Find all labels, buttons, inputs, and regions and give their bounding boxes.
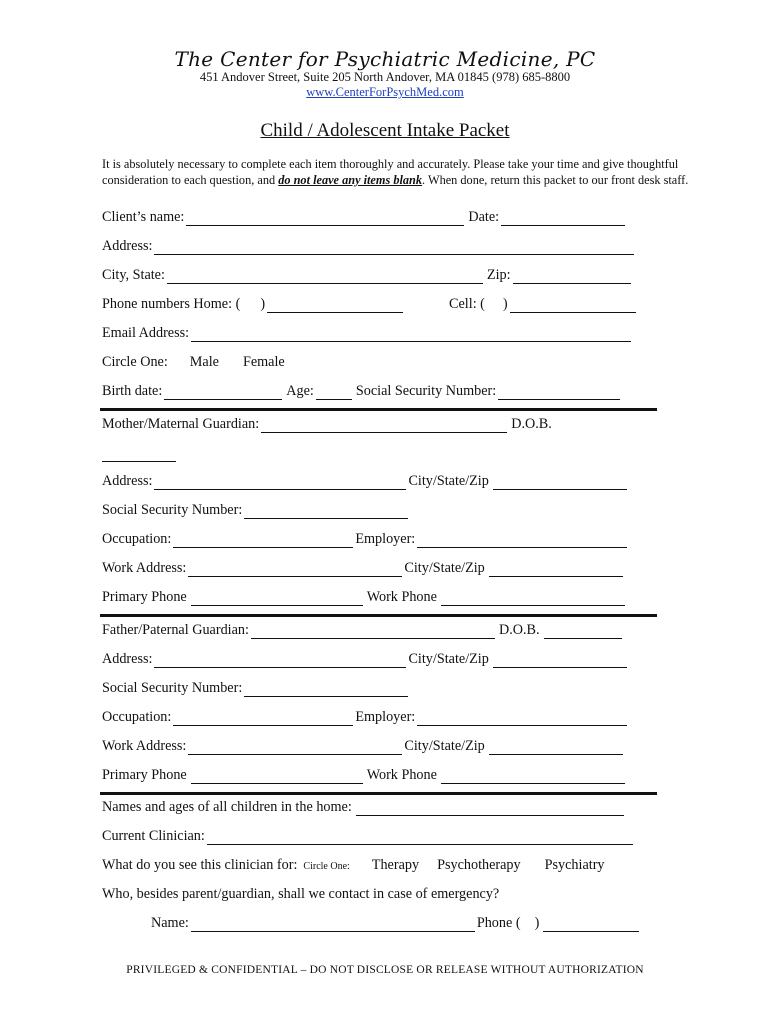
mother-primary-phone-label: Primary Phone (102, 589, 187, 605)
mother-work-phone-label: Work Phone (366, 589, 437, 605)
circle-one-label: Circle One: (102, 354, 168, 370)
clinician-purpose-row (102, 854, 605, 874)
client-name-field[interactable] (186, 212, 464, 226)
father-primary-phone-field[interactable] (191, 770, 363, 784)
phone-home-field[interactable] (267, 299, 403, 313)
client-birth-row (102, 380, 622, 400)
father-city-field[interactable] (493, 654, 627, 668)
mother-ssn-label: Social Security Number: (102, 502, 243, 518)
mother-work-address-field[interactable] (188, 563, 402, 577)
mother-primary-phone-field[interactable] (191, 592, 363, 606)
mother-ssn-row (102, 499, 410, 519)
mother-address-field[interactable] (154, 476, 406, 490)
emergency-question-row (102, 883, 499, 903)
father-work-city-label: City/State/Zip (404, 738, 485, 754)
father-work-phone-field[interactable] (441, 770, 625, 784)
age-label: Age: (286, 383, 314, 399)
gender-female-option[interactable]: Female (242, 354, 285, 370)
mother-work-city-label: City/State/Zip (404, 560, 485, 576)
cell-field[interactable] (510, 299, 636, 313)
mother-label: Mother/Maternal Guardian: (102, 416, 260, 432)
client-email-row (102, 322, 633, 342)
option-psychotherapy[interactable]: Psychotherapy (437, 857, 521, 873)
father-name-row (102, 619, 624, 639)
cell-label: Cell: ( (449, 296, 485, 312)
mother-work-address-label: Work Address: (102, 560, 187, 576)
emergency-name-label: Name: (151, 915, 189, 931)
mother-occupation-label: Occupation: (102, 531, 172, 547)
father-work-address-field[interactable] (188, 741, 402, 755)
client-city-row (102, 264, 633, 284)
children-field[interactable] (356, 802, 624, 816)
mother-name-row (102, 413, 552, 433)
birth-date-label: Birth date: (102, 383, 163, 399)
father-dob-label: D.O.B. (498, 622, 540, 638)
cell-close: ) (502, 296, 508, 312)
mother-dob-field[interactable] (102, 448, 176, 462)
option-psychiatry[interactable]: Psychiatry (544, 857, 605, 873)
age-field[interactable] (316, 386, 352, 400)
clinician-label: Current Clinician: (102, 828, 205, 844)
birth-date-field[interactable] (164, 386, 282, 400)
client-address-row (102, 235, 636, 255)
father-work-address-row (102, 735, 625, 755)
emergency-phone-label: Phone ( (476, 915, 521, 931)
mother-work-city-field[interactable] (489, 563, 623, 577)
mother-dob-label: D.O.B. (511, 416, 552, 432)
client-address-label: Address: (102, 238, 153, 254)
zip-label: Zip: (486, 267, 511, 283)
father-phone-row (102, 764, 627, 784)
city-state-field[interactable] (167, 270, 483, 284)
father-ssn-label: Social Security Number: (102, 680, 243, 696)
clinician-field[interactable] (207, 831, 633, 845)
client-name-label: Client’s name: (102, 209, 185, 225)
father-occupation-field[interactable] (173, 712, 353, 726)
client-name-row (102, 206, 627, 226)
father-occupation-row (102, 706, 629, 726)
page-title: Child / Adolescent Intake Packet (260, 120, 510, 141)
mother-address-label: Address: (102, 473, 153, 489)
confidentiality-footer: PRIVILEGED & CONFIDENTIAL – DO NOT DISCLOSE OR RELEASE WITHOUT AUTHORIZATION (126, 964, 644, 976)
zip-field[interactable] (513, 270, 631, 284)
father-label: Father/Paternal Guardian: (102, 622, 249, 638)
father-ssn-row (102, 677, 410, 697)
phone-home-label: Phone numbers Home: ( (102, 296, 241, 312)
father-primary-phone-label: Primary Phone (102, 767, 187, 783)
org-website-link[interactable]: www.CenterForPsychMed.com (306, 85, 464, 99)
client-address-field[interactable] (154, 241, 634, 255)
intro-emphasis: do not leave any items blank (278, 173, 423, 187)
option-therapy[interactable]: Therapy (371, 857, 420, 873)
father-ssn-field[interactable] (244, 683, 408, 697)
mother-address-row (102, 470, 629, 490)
client-ssn-label: Social Security Number: (355, 383, 497, 399)
clinician-row (102, 825, 635, 845)
phone-home-close: ) (260, 296, 266, 312)
mother-employer-field[interactable] (417, 534, 627, 548)
father-address-label: Address: (102, 651, 153, 667)
father-work-phone-label: Work Phone (366, 767, 437, 783)
date-label: Date: (468, 209, 500, 225)
mother-phone-row (102, 586, 627, 606)
client-phone-row (102, 293, 638, 313)
father-address-field[interactable] (154, 654, 406, 668)
father-city-label: City/State/Zip (408, 651, 489, 667)
mother-dob-row (102, 442, 178, 462)
mother-city-label: City/State/Zip (408, 473, 489, 489)
gender-male-option[interactable]: Male (189, 354, 219, 370)
intro-paragraph (102, 156, 722, 188)
mother-occupation-field[interactable] (173, 534, 353, 548)
section-divider (100, 614, 657, 617)
date-field[interactable] (501, 212, 625, 226)
purpose-circle-one-label: Circle One: (303, 861, 350, 872)
father-work-address-label: Work Address: (102, 738, 187, 754)
emergency-name-field[interactable] (191, 918, 475, 932)
email-label: Email Address: (102, 325, 190, 341)
father-work-city-field[interactable] (489, 741, 623, 755)
clinician-purpose-label: What do you see this clinician for: (102, 857, 298, 873)
father-employer-label: Employer: (355, 709, 416, 725)
father-dob-field[interactable] (544, 625, 622, 639)
father-employer-field[interactable] (417, 712, 627, 726)
father-name-field[interactable] (251, 625, 495, 639)
city-state-label: City, State: (102, 267, 165, 283)
father-address-row (102, 648, 629, 668)
client-ssn-field[interactable] (498, 386, 620, 400)
org-name: The Center for Psychiatric Medicine, PC (174, 47, 596, 71)
org-address: 451 Andover Street, Suite 205 North Andover, MA 01845 (978) 685-8800 (199, 70, 571, 84)
section-divider (100, 792, 657, 795)
mother-work-phone-field[interactable] (441, 592, 625, 606)
emergency-phone-field[interactable] (543, 918, 639, 932)
children-label: Names and ages of all children in the home: (102, 799, 352, 815)
intro-text-after: . When done, return this packet to our front desk staff. (422, 173, 689, 187)
emergency-question: Who, besides parent/guardian, shall we contact in case of emergency? (102, 886, 500, 902)
children-row (102, 796, 626, 816)
intro-text-before: It is absolutely necessary to complete each item thoroughly and accurately. Please take your time and give thoughtful consideration to each question, and (102, 157, 679, 187)
mother-ssn-field[interactable] (244, 505, 408, 519)
client-gender-row (102, 351, 285, 371)
email-field[interactable] (191, 328, 631, 342)
mother-work-address-row (102, 557, 625, 577)
father-occupation-label: Occupation: (102, 709, 172, 725)
mother-occupation-row (102, 528, 629, 548)
emergency-phone-close: ) (534, 915, 540, 931)
mother-name-field[interactable] (261, 419, 507, 433)
mother-city-field[interactable] (493, 476, 627, 490)
emergency-contact-row (151, 912, 641, 932)
section-divider (100, 408, 657, 411)
mother-employer-label: Employer: (355, 531, 416, 547)
